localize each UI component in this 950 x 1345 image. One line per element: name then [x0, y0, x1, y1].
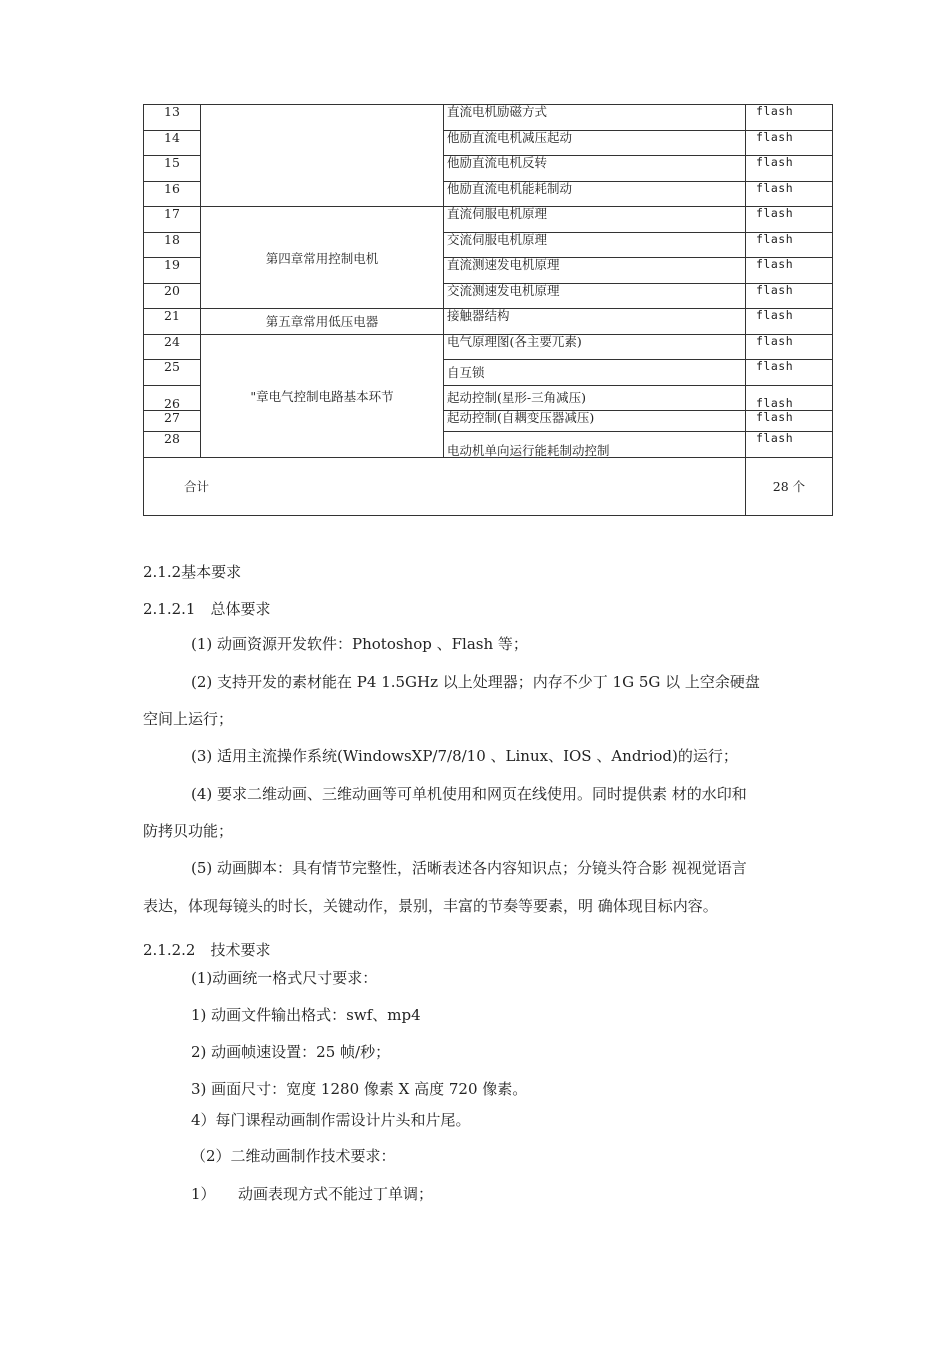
- row-number: 16: [144, 181, 201, 207]
- format-cell: flash: [746, 258, 833, 284]
- requirement-item-3: (3) 适用主流操作系统(WindowsXP/7/8/10 、Linux、IOS 、Andriod)的运行；: [191, 747, 738, 765]
- format-cell: flash: [746, 411, 833, 432]
- row-number: 21: [144, 309, 201, 335]
- resource-table: [143, 104, 833, 516]
- format-cell: flash: [746, 181, 833, 207]
- requirement-item-5-cont: 表达，体现每镜头的时长，关键动作，景别，丰富的节奏等要素，明 确体现目标内容。: [143, 897, 718, 915]
- table-row: [144, 105, 833, 131]
- tech-item-output: 1) 动画文件输出格式：swf、mp4: [191, 1006, 421, 1024]
- row-number: 24: [144, 334, 201, 360]
- format-cell: flash: [746, 385, 833, 411]
- format-cell: flash: [746, 283, 833, 309]
- requirement-item-1: (1) 动画资源开发软件：Photoshop 、Flash 等；: [191, 635, 528, 653]
- row-number: 13: [144, 105, 201, 131]
- format-cell: flash: [746, 232, 833, 258]
- row-number: 20: [144, 283, 201, 309]
- chapter-cell: 第四章常用控制电机: [201, 207, 444, 309]
- requirement-item-5: (5) 动画脚本：具有情节完整性，活晰表述各内容知识点；分镜头符合影 视视觉语言: [191, 859, 747, 877]
- requirement-item-4-cont: 防拷贝功能；: [143, 822, 234, 840]
- total-value: 28 个: [746, 457, 833, 515]
- format-cell: flash: [746, 360, 833, 386]
- item-name: 电气原理图(各主要兀素): [444, 334, 746, 360]
- item-name: 接触器结构: [444, 309, 746, 335]
- format-cell: flash: [746, 130, 833, 156]
- format-cell: flash: [746, 432, 833, 458]
- item-name: 交流伺服电机原理: [444, 232, 746, 258]
- tech-item-format: (1)动画统一格式尺寸要求：: [191, 969, 378, 987]
- item-name: 直流电机励磁方式: [444, 105, 746, 131]
- requirement-item-4: (4) 要求二维动画、三维动画等可单机使用和网页在线使用。同时提供素 材的水印和: [191, 785, 747, 803]
- item-name: 他励直流电机能耗制动: [444, 181, 746, 207]
- tech-item-2d: （2）二维动画制作技术要求：: [191, 1147, 396, 1165]
- row-number: 14: [144, 130, 201, 156]
- format-cell: flash: [746, 105, 833, 131]
- section-heading-technical-requirements: 2.1.2.2 技术要求: [143, 941, 271, 959]
- item-name: 起动控制(自耦变压器减压): [444, 411, 746, 432]
- row-number: 28: [144, 432, 201, 458]
- requirement-item-2: (2) 支持开发的素材能在 P4 1.5GHz 以上处理器；内存不少丁 1G 5G 以 上空余硬盘: [191, 673, 760, 691]
- tech-item-intro-outro: 4）每门课程动画制作需设计片头和片尾。: [191, 1111, 471, 1129]
- tech-item-2d-1: 1） 动画表现方式不能过丁单调；: [191, 1185, 434, 1203]
- section-heading-basic-requirements: 2.1.2基本要求: [143, 563, 242, 581]
- tech-item-framerate: 2) 动画帧速设置：25 帧/秒；: [191, 1043, 391, 1061]
- item-name: 他励直流电机减压起动: [444, 130, 746, 156]
- row-number: 19: [144, 258, 201, 284]
- row-number: 26: [144, 385, 201, 411]
- table-row: [144, 334, 833, 360]
- row-number: 25: [144, 360, 201, 386]
- chapter-cell-empty: [201, 105, 444, 207]
- requirement-item-2-cont: 空间上运行；: [143, 710, 234, 728]
- format-cell: flash: [746, 156, 833, 182]
- item-name: 直流伺服电机原理: [444, 207, 746, 233]
- row-number: 27: [144, 411, 201, 432]
- row-number: 18: [144, 232, 201, 258]
- format-cell: flash: [746, 207, 833, 233]
- item-name: 他励直流电机反转: [444, 156, 746, 182]
- row-number: 15: [144, 156, 201, 182]
- format-cell: flash: [746, 309, 833, 335]
- table-row: [144, 207, 833, 233]
- section-heading-general-requirements: 2.1.2.1 总体要求: [143, 600, 271, 618]
- chapter-cell: "章电气控制电路基本环节: [201, 334, 444, 457]
- total-row: [144, 457, 833, 515]
- item-name: 直流测速发电机原理: [444, 258, 746, 284]
- tech-item-size: 3) 画面尺寸：宽度 1280 像素 X 高度 720 像素。: [191, 1080, 528, 1098]
- item-name: 自互锁: [444, 360, 746, 386]
- item-name: 交流测速发电机原理: [444, 283, 746, 309]
- item-name: 起动控制(星形-三角减压): [444, 385, 746, 411]
- format-cell: flash: [746, 334, 833, 360]
- total-label: 合计: [144, 457, 746, 515]
- chapter-cell: 第五章常用低压电器: [201, 309, 444, 335]
- row-number: 17: [144, 207, 201, 233]
- item-name: 电动机单向运行能耗制动控制: [444, 432, 746, 458]
- table-row: [144, 309, 833, 335]
